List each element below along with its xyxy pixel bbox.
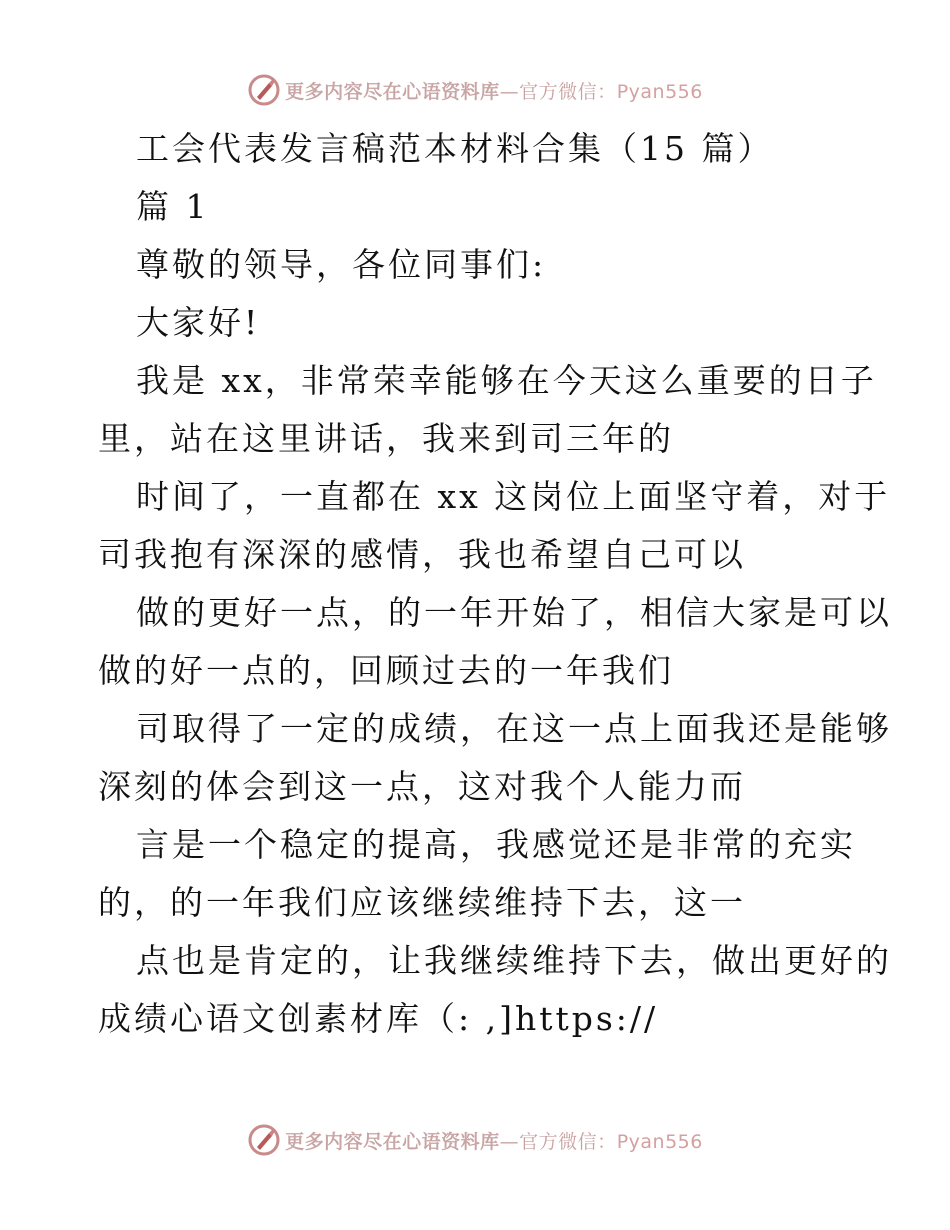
paragraph-line: 深刻的体会到这一点，这对我个人能力而 xyxy=(98,767,746,806)
watermark-text: 更多内容尽在心语资料库—官方微信：Pyan556 xyxy=(285,80,703,103)
paragraph-line: 言是一个稳定的提高，我感觉还是非常的充实 xyxy=(136,825,856,864)
paragraph-line: 司我抱有深深的感情，我也希望自己可以 xyxy=(98,535,746,574)
section-heading: 篇 1 xyxy=(136,187,210,226)
watermark-text: 更多内容尽在心语资料库—官方微信：Pyan556 xyxy=(285,1130,703,1153)
document-title: 工会代表发言稿范本材料合集（15 篇） xyxy=(136,129,774,168)
watermark-header xyxy=(0,70,950,110)
paragraph-line: 司取得了一定的成绩，在这一点上面我还是能够 xyxy=(136,709,892,748)
paragraph-line: 做的更好一点，的一年开始了，相信大家是可以 xyxy=(136,593,892,632)
paragraph-line: 时间了，一直都在 xx 这岗位上面坚守着，对于 xyxy=(136,477,891,516)
paragraph-line: 我是 xx，非常荣幸能够在今天这么重要的日子 xyxy=(136,361,877,400)
salutation: 尊敬的领导，各位同事们: xyxy=(136,245,547,284)
pen-nib-logo-icon xyxy=(247,73,281,107)
paragraph-line: 成绩心语文创素材库（: ,]https:// xyxy=(98,999,659,1038)
greeting: 大家好! xyxy=(136,303,261,342)
watermark-footer xyxy=(0,1120,950,1160)
paragraph-line: 点也是肯定的，让我继续维持下去，做出更好的 xyxy=(136,941,892,980)
pen-nib-logo-icon xyxy=(247,1123,281,1157)
paragraph-line: 里，站在这里讲话，我来到司三年的 xyxy=(98,419,674,458)
document-body xyxy=(98,120,892,1048)
paragraph-line: 做的好一点的，回顾过去的一年我们 xyxy=(98,651,674,690)
paragraph-line: 的，的一年我们应该继续维持下去，这一 xyxy=(98,883,746,922)
